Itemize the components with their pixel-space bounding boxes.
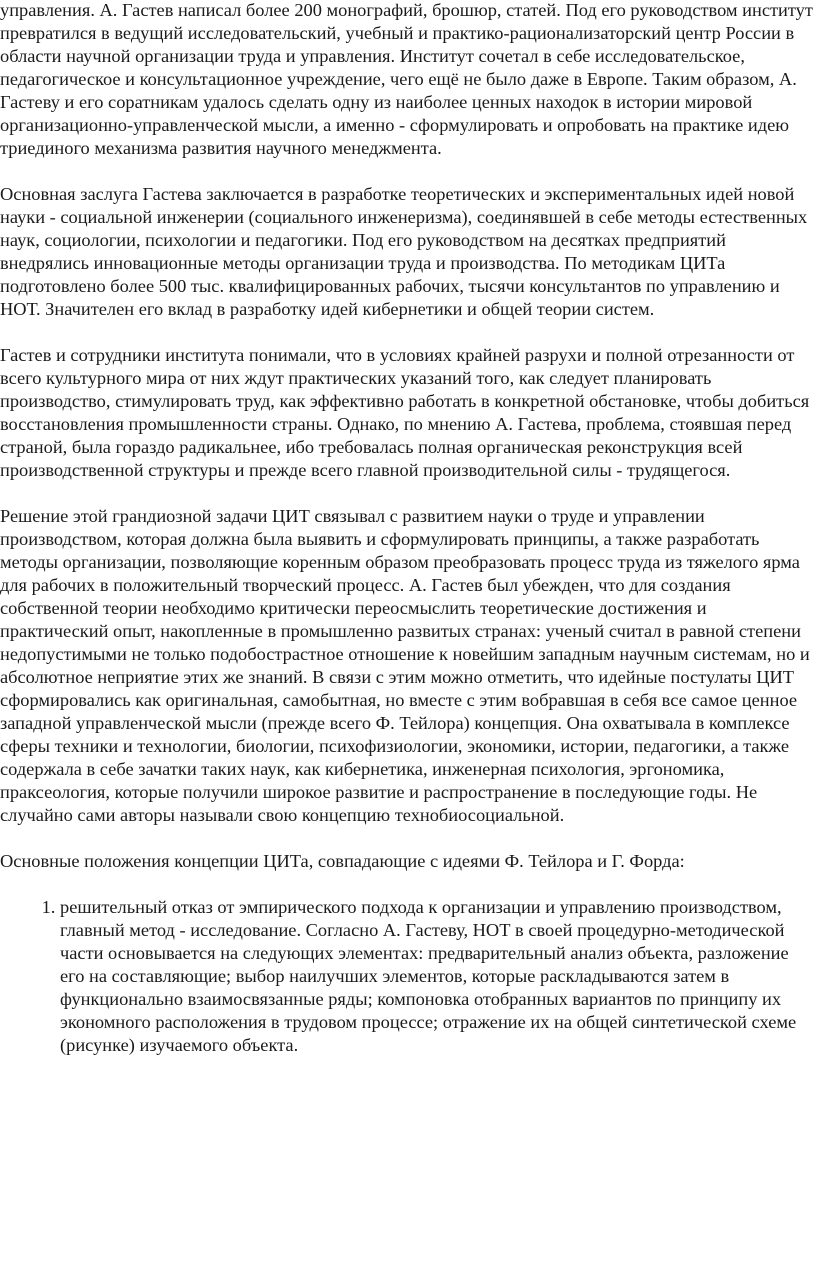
paragraph-solution: Решение этой грандиозной задачи ЦИТ связывал с развитием науки о труде и управлении производством, которая должна была выявить и сформулировать принципы, а также разработать методы организации, позволяющие коренным образом преобразовать процесс труда из тяжелого ярма для рабочих в положительный творческий процесс. А. Гастев был убежден, что для создания собственной теории необходимо критически переосмыслить теоретические достижения и практический опыт, накопленные в промышленно развитых странах: ученый считал в равной степени недопустимыми не только подобострастное отношение к новейшим западным научным системам, но и абсолютное неприятие этих же знаний. В связи с этим можно отметить, что идейные постулаты ЦИТ сформировались как оригинальная, самобытная, но вместе с этим вобравшая в себя все самое ценное западной управленческой мысли (прежде всего Ф. Тейлора) концепция. Она охватывала в комплексе сферы техники и технологии, биологии, психофизиологии, экономики, истории, педагогики, а также содержала в себе зачатки таких наук, как кибернетика, инженерная психология, эргономика, праксеология, которые получили широкое развитие и распространение в последующие годы. Не случайно сами авторы называли свою концепцию технобиосоциальной. — [0, 506, 810, 825]
paragraph-devastation-context: Гастев и сотрудники института понимали, что в условиях крайней разрухи и полной отрезанности от всего культурного мира от них ждут практических указаний того, как следует планировать производство, стимулировать труд, как эффективно работать в конкретной обстановке, чтобы добиться восстановления промышленности страны. Однако, по мнению А. Гастева, проблема, стоявшая перед страной, была гораздо радикальнее, ибо требовалась полная органическая реконструкция всей производственной структуры и прежде всего главной производительной силы - трудящегося. — [0, 345, 810, 480]
paragraph-ussr-institute: управления. А. Гастев написал более 200 монографий, брошюр, статей. Под его руководством институт превратился в ведущий исследовательский, учебный и практико-рационализаторский центр России в области научной организации труда и управления. Институт сочетал в себе исследовательское, педагогическое и консультационное учреждение, чего ещё не было даже в Европе. Таким образом, А. Гастеву и его соратникам удалось сделать одну из наиболее ценных находок в истории мировой организационно-управленческой мысли, а именно - сформулировать и опробовать на практике идею триединого механизма развития научного менеджмента. — [0, 0, 813, 158]
paragraph-list-intro: Основные положения концепции ЦИТа, совпадающие с идеями Ф. Тейлора и Г. Форда: — [0, 851, 685, 871]
principles-list — [0, 896, 816, 1057]
paragraph-main-merit: Основная заслуга Гастева заключается в разработке теоретических и экспериментальных идей новой науки - социальной инженерии (социального инженеризма), соединявшей в себе методы естественных наук, социологии, психологии и педагогики. Под его руководством на десятках предприятий внедрялись инновационные методы организации труда и производства. По методикам ЦИТа подготовлено более 500 тыс. квалифицированных рабочих, тысячи консультантов по управлению и НОТ. Значителен его вклад в разработку идей кибернетики и общей теории систем. — [0, 184, 808, 319]
list-item: 1. решительный отказ от эмпирического подхода к организации и управлению производством, главный метод - исследование. Согласно А. Гастеву, НОТ в своей процедурно-методической части основывается на следующих элементах: предварительный анализ объекта, разложение его на составляющие; выбор наилучших элементов, которые раскладываются затем в функционально взаимосвязанные ряды; компоновка отобранных вариантов по принципу их экономного расположения в трудовом процессе; отражение их на общей синтетической схеме (рисунке) изучаемого объекта. — [60, 896, 816, 1057]
